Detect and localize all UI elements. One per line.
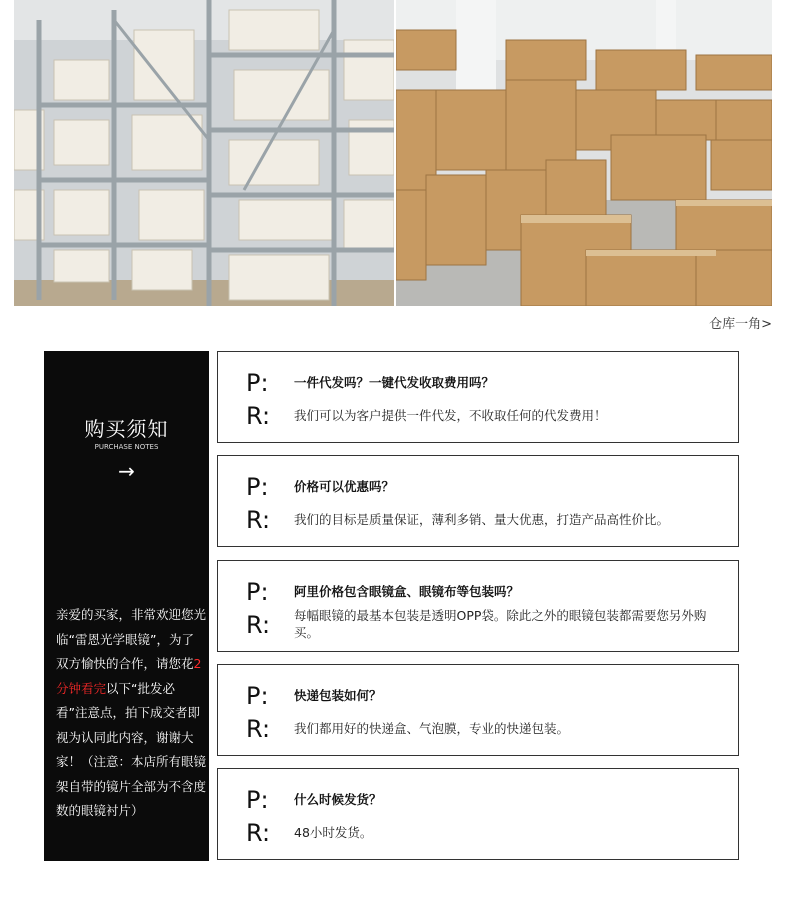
notice-body [56, 603, 206, 824]
notice-subtitle: PURCHASE NOTES [94, 443, 159, 451]
photo-caption: 仓库一角> [709, 317, 772, 332]
faq-question: 快递包装如何？ [294, 688, 382, 703]
notice-body-post: 以下“批发必看”注意点，拍下成交者即视为认同此内容，谢谢大家！（注意：本店所有眼镜架自带的镜片全部为不含度数的眼镜衬片） [56, 680, 207, 818]
faq-answer: 48小时发货。 [294, 825, 373, 840]
question-mark-label: P: [246, 682, 269, 710]
faq-question: 阿里价格包含眼镜盒、眼镜布等包装吗？ [294, 584, 520, 599]
notice-title: 购买须知 [84, 417, 169, 441]
faq-item [217, 560, 739, 652]
faq-answer: 我们的目标是质量保证，薄利多销、量大优惠，打造产品高性价比。 [294, 512, 670, 527]
question-mark-label: P: [246, 473, 269, 501]
notice-body-highlight: 2分钟看完 [56, 656, 202, 696]
faq-item [217, 455, 739, 547]
faq-question: 价格可以优惠吗？ [294, 479, 395, 494]
question-mark-label: P: [246, 369, 269, 397]
reply-mark-label: R: [246, 715, 271, 743]
question-mark-label: P: [246, 786, 269, 814]
notice-body-pre: 亲爱的买家，非常欢迎您光临“雷恩光学眼镜”，为了双方愉快的合作，请您花 [56, 607, 207, 671]
reply-mark-label: R: [246, 819, 271, 847]
warehouse-shelves-photo [14, 0, 394, 306]
reply-mark-label: R: [246, 402, 271, 430]
faq-item [217, 664, 739, 756]
warehouse-boxes-photo [396, 0, 772, 306]
faq-answer: 每幅眼镜的最基本包装是透明OPP袋。除此之外的眼镜包装都需要您另外购买。 [294, 608, 707, 640]
reply-mark-label: R: [246, 611, 271, 639]
purchase-notes-panel [44, 351, 209, 861]
faq-answer: 我们都用好的快递盒、气泡膜，专业的快递包装。 [294, 721, 570, 736]
faq-item [217, 768, 739, 860]
faq-answer: 我们可以为客户提供一件代发，不收取任何的代发费用！ [294, 408, 607, 423]
arrow-right-icon: → [118, 459, 135, 483]
faq-question: 一件代发吗？一键代发收取费用吗？ [294, 375, 495, 390]
faq-question: 什么时候发货？ [294, 792, 382, 807]
reply-mark-label: R: [246, 506, 271, 534]
question-mark-label: P: [246, 578, 269, 606]
faq-item [217, 351, 739, 443]
